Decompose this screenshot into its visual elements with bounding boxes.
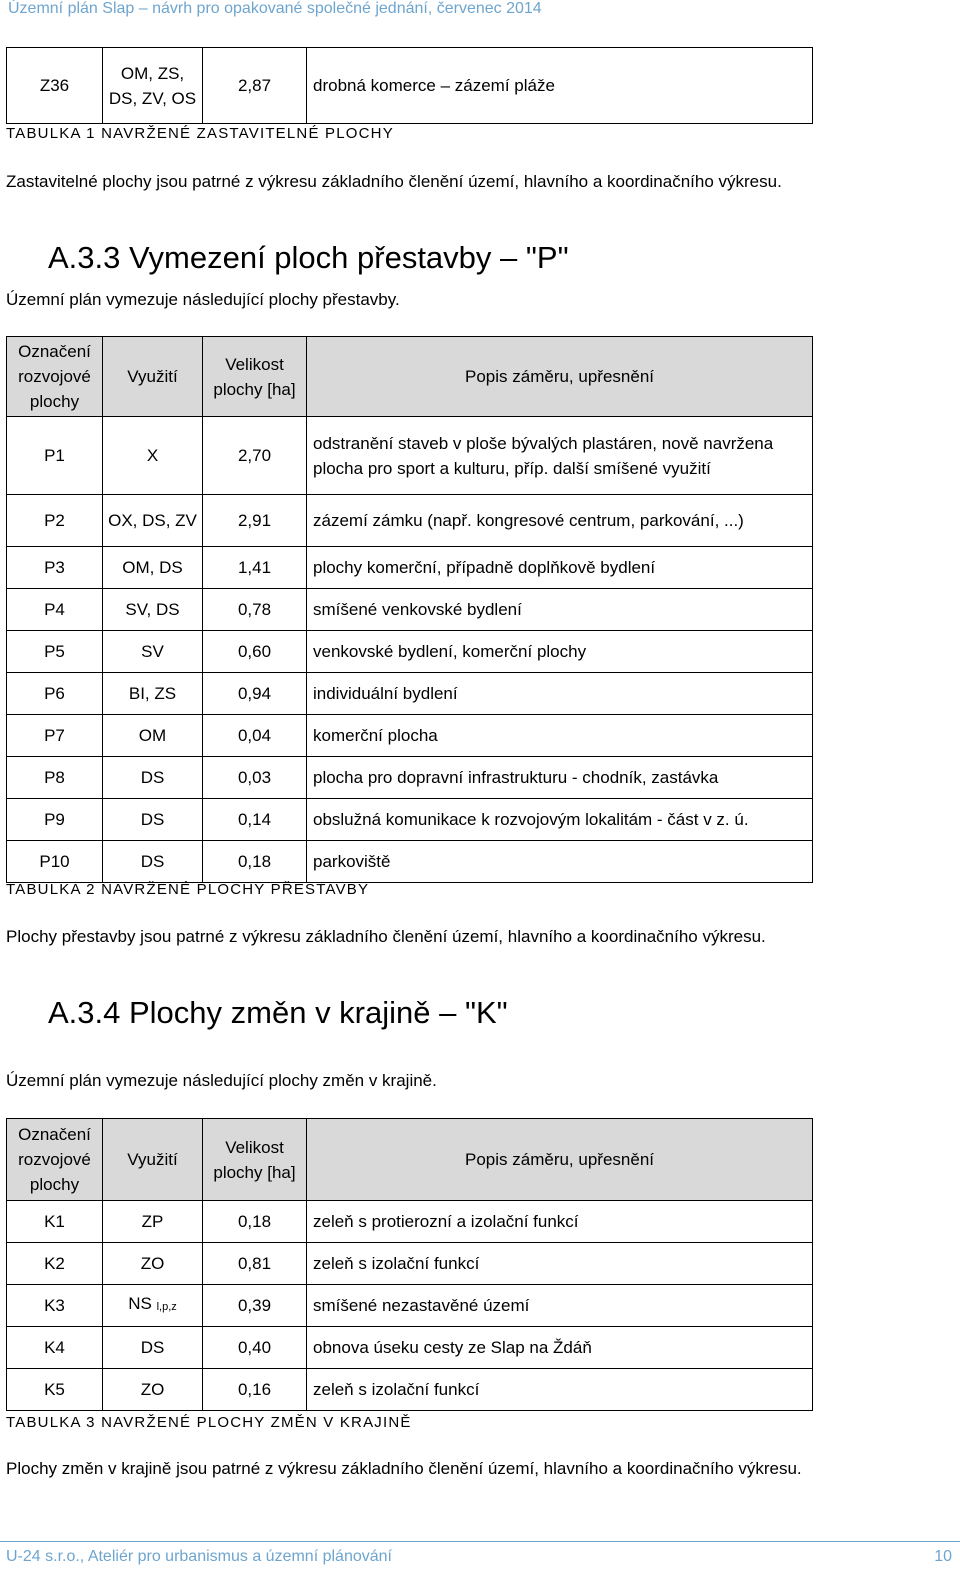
cell-use: BI, ZS xyxy=(103,673,203,715)
table-row xyxy=(7,495,813,547)
cell-id: K5 xyxy=(7,1369,103,1411)
cell-use: OM, DS xyxy=(103,547,203,589)
cell-area: 0,18 xyxy=(203,1201,307,1243)
cell-desc: plocha pro dopravní infrastrukturu - chodník, zastávka xyxy=(307,757,813,799)
footer-divider xyxy=(0,1541,960,1542)
cell-area: 2,70 xyxy=(203,417,307,495)
cell-id: K1 xyxy=(7,1201,103,1243)
cell-id: P5 xyxy=(7,631,103,673)
cell-desc: drobná komerce – zázemí pláže xyxy=(307,48,813,124)
table-row xyxy=(7,757,813,799)
table-row xyxy=(7,715,813,757)
cell-use: DS xyxy=(103,841,203,883)
cell-area: 0,18 xyxy=(203,841,307,883)
cell-desc: obnova úseku cesty ze Slap na Ždáň xyxy=(307,1327,813,1369)
cell-area: 0,39 xyxy=(203,1285,307,1327)
cell-use xyxy=(103,1327,203,1369)
cell-area: 0,81 xyxy=(203,1243,307,1285)
table-row xyxy=(7,673,813,715)
table-plochy-prestavby xyxy=(6,336,813,883)
cell-id: P9 xyxy=(7,799,103,841)
table-plochy-zmen-v-krajine xyxy=(6,1118,813,1411)
cell-area: 0,14 xyxy=(203,799,307,841)
cell-use: OM, ZS, DS, ZV, OS xyxy=(103,48,203,124)
header-cell-desc: Popis záměru, upřesnění xyxy=(307,1119,813,1201)
cell-area: 0,03 xyxy=(203,757,307,799)
cell-area: 0,78 xyxy=(203,589,307,631)
header-cell-id: Označení rozvojové plochy xyxy=(7,1119,103,1201)
cell-use-main: DS xyxy=(140,1338,165,1357)
cell-desc: smíšené venkovské bydlení xyxy=(307,589,813,631)
cell-area: 0,40 xyxy=(203,1327,307,1369)
cell-desc: parkoviště xyxy=(307,841,813,883)
table-row xyxy=(7,589,813,631)
cell-use-main: NS xyxy=(128,1294,152,1313)
cell-id: K4 xyxy=(7,1327,103,1369)
table-row xyxy=(7,799,813,841)
cell-use xyxy=(103,1201,203,1243)
table-row xyxy=(7,417,813,495)
cell-desc: komerční plocha xyxy=(307,715,813,757)
cell-use xyxy=(103,1369,203,1411)
cell-use-main: ZP xyxy=(141,1212,164,1231)
cell-desc: zeleň s izolační funkcí xyxy=(307,1369,813,1411)
table-row xyxy=(7,1243,813,1285)
section-heading: A.3.4 Plochy změn v krajině – "K" xyxy=(48,995,508,1030)
cell-id: K3 xyxy=(7,1285,103,1327)
header-cell-id: Označení rozvojové plochy xyxy=(7,337,103,417)
cell-use: X xyxy=(103,417,203,495)
cell-use: DS xyxy=(103,757,203,799)
table-caption: TABULKA 3 NAVRŽENÉ PLOCHY ZMĚN V KRAJINĚ xyxy=(6,1414,412,1431)
paragraph: Plochy změn v krajině jsou patrné z výkresu základního členění území, hlavního a koordinačního výkresu. xyxy=(6,1459,802,1478)
cell-id: P8 xyxy=(7,757,103,799)
cell-id: P1 xyxy=(7,417,103,495)
cell-id: P7 xyxy=(7,715,103,757)
cell-use: SV xyxy=(103,631,203,673)
header-cell-desc: Popis záměru, upřesnění xyxy=(307,337,813,417)
cell-id: P6 xyxy=(7,673,103,715)
cell-desc: plochy komerční, případně doplňkově bydlení xyxy=(307,547,813,589)
cell-id: Z36 xyxy=(7,48,103,124)
cell-area: 0,04 xyxy=(203,715,307,757)
table-row xyxy=(7,48,813,124)
cell-id: P10 xyxy=(7,841,103,883)
table-row xyxy=(7,1285,813,1327)
section-heading: A.3.3 Vymezení ploch přestavby – "P" xyxy=(48,240,569,275)
cell-use-subscript: l,p,z xyxy=(156,1301,177,1313)
table-caption: TABULKA 2 NAVRŽENÉ PLOCHY PŘESTAVBY xyxy=(6,881,370,898)
table-row xyxy=(7,547,813,589)
cell-area: 1,41 xyxy=(203,547,307,589)
cell-use: SV, DS xyxy=(103,589,203,631)
header-cell-use: Využití xyxy=(103,337,203,417)
cell-area: 0,94 xyxy=(203,673,307,715)
section-intro: Územní plán vymezuje následující plochy přestavby. xyxy=(6,290,400,309)
table-header-row xyxy=(7,337,813,417)
paragraph: Zastavitelné plochy jsou patrné z výkresu základního členění území, hlavního a koordinačního výkresu. xyxy=(6,172,782,191)
cell-desc: individuální bydlení xyxy=(307,673,813,715)
cell-desc: zázemí zámku (např. kongresové centrum, parkování, ...) xyxy=(307,495,813,547)
cell-use xyxy=(103,1285,203,1327)
table-row xyxy=(7,1369,813,1411)
cell-id: P4 xyxy=(7,589,103,631)
cell-use-main: ZO xyxy=(140,1254,165,1273)
table-zastavitelne-plochy xyxy=(6,47,813,124)
cell-desc: odstranění staveb v ploše bývalých plastáren, nově navržena plocha pro sport a kulturu, příp. další smíšené využití xyxy=(307,417,813,495)
cell-use xyxy=(103,1243,203,1285)
cell-id: P2 xyxy=(7,495,103,547)
page-number: 10 xyxy=(934,1548,952,1565)
cell-id: P3 xyxy=(7,547,103,589)
cell-desc: zeleň s protierozní a izolační funkcí xyxy=(307,1201,813,1243)
cell-area: 0,16 xyxy=(203,1369,307,1411)
cell-use: OX, DS, ZV xyxy=(103,495,203,547)
footer-company: U-24 s.r.o., Ateliér pro urbanismus a územní plánování xyxy=(6,1548,392,1565)
table-row xyxy=(7,1327,813,1369)
cell-desc: obslužná komunikace k rozvojovým lokalitám - část v z. ú. xyxy=(307,799,813,841)
cell-desc: venkovské bydlení, komerční plochy xyxy=(307,631,813,673)
cell-area: 0,60 xyxy=(203,631,307,673)
header-cell-area: Velikost plochy [ha] xyxy=(203,1119,307,1201)
cell-desc: zeleň s izolační funkcí xyxy=(307,1243,813,1285)
table-row xyxy=(7,841,813,883)
header-cell-area: Velikost plochy [ha] xyxy=(203,337,307,417)
table-caption: TABULKA 1 NAVRŽENÉ ZASTAVITELNÉ PLOCHY xyxy=(6,125,394,142)
cell-use: OM xyxy=(103,715,203,757)
cell-id: K2 xyxy=(7,1243,103,1285)
cell-area: 2,91 xyxy=(203,495,307,547)
cell-use-main: ZO xyxy=(140,1380,165,1399)
cell-use: DS xyxy=(103,799,203,841)
section-intro: Územní plán vymezuje následující plochy změn v krajině. xyxy=(6,1071,437,1090)
table-header-row xyxy=(7,1119,813,1201)
cell-area: 2,87 xyxy=(203,48,307,124)
paragraph: Plochy přestavby jsou patrné z výkresu základního členění území, hlavního a koordinačního výkresu. xyxy=(6,927,766,946)
document-footer xyxy=(6,1544,960,1570)
header-cell-use: Využití xyxy=(103,1119,203,1201)
cell-desc: smíšené nezastavěné území xyxy=(307,1285,813,1327)
table-row xyxy=(7,1201,813,1243)
document-header: Územní plán Slap – návrh pro opakované společné jednání, červenec 2014 xyxy=(8,0,542,17)
table-row xyxy=(7,631,813,673)
